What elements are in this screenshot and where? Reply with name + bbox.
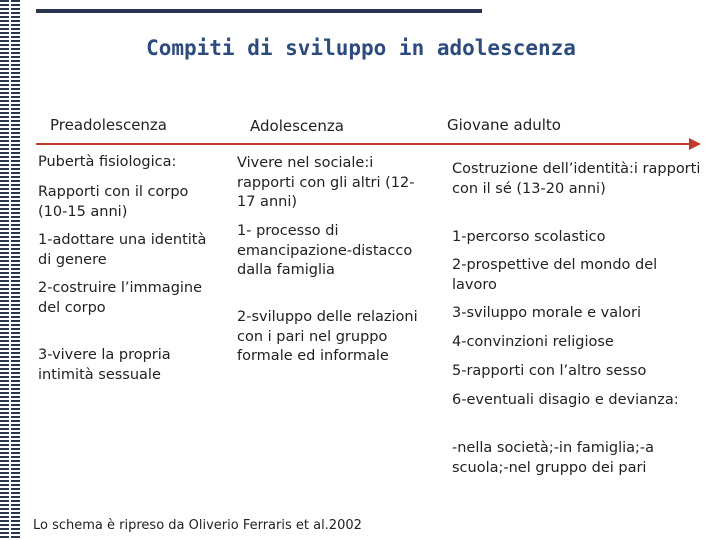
timeline-arrow-head-icon [689,138,701,150]
column-header-adolescenza: Adolescenza [250,117,344,135]
ado-item-1: Vivere nel sociale:i rapporti con gli altri (12-17 anni) [237,155,415,210]
decorative-left-stripe [0,0,20,540]
pre-item-2: Rapporti con il corpo (10-15 anni) [38,184,189,220]
pre-item-5: 3-vivere la propria intimità sessuale [38,347,171,383]
adult-item-4: 3-sviluppo morale e valori [452,305,642,321]
pre-item-3: 1-adottare una identità di genere [38,232,207,268]
pre-item-1: Pubertà fisiologica: [38,154,177,170]
adult-item-2: 1-percorso scolastico [452,229,606,245]
adult-item-7: 6-eventuali disagio e devianza: [452,392,679,408]
ado-item-2: 1- processo di emancipazione-distacco dalla famiglia [237,223,413,278]
timeline-arrow-line [36,143,692,145]
adult-item-6: 5-rapporti con l’altro sesso [452,363,647,379]
adult-item-3: 2-prospettive del mondo del lavoro [452,257,658,293]
column-header-preadolescenza: Preadolescenza [50,116,167,134]
slide-title: Compiti di sviluppo in adolescenza [146,36,576,60]
adult-item-5: 4-convinzioni religiose [452,334,614,350]
pre-item-4: 2-costruire l’immagine del corpo [38,280,203,316]
adult-item-1: Costruzione dell’identità:i rapporti con il sé (13-20 anni) [452,161,701,197]
adult-item-8: -nella società;-in famiglia;-a scuola;-nel gruppo dei pari [452,440,655,476]
column-header-giovane-adulto: Giovane adulto [447,116,561,134]
ado-item-3: 2-sviluppo delle relazioni con i pari nel gruppo formale ed informale [237,309,418,364]
source-footnote: Lo schema è ripreso da Oliverio Ferraris et al.2002 [33,518,362,533]
top-rule [36,9,482,13]
